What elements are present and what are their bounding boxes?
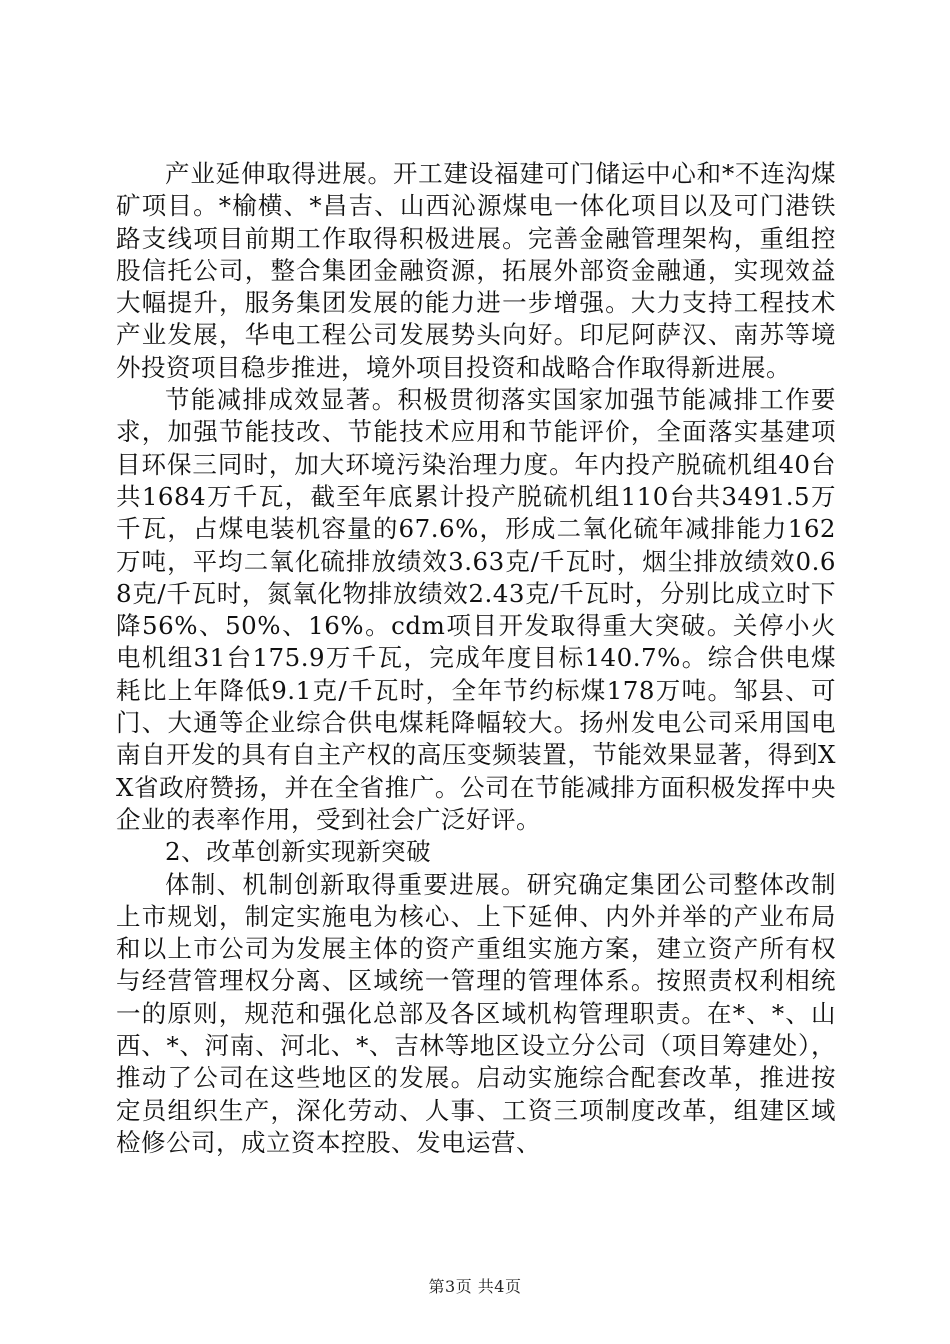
page-number-footer: 第3页 共4页 [428, 1277, 522, 1296]
paragraph-industry-extension: 产业延伸取得进展。开工建设福建可门储运中心和*不连沟煤矿项目。*榆横、*昌吉、山西沁源煤电一体化项目以及可门港铁路支线项目前期工作取得积极进展。完善金融管理架构，重组控股信托公司，整合集团金融资源，拓展外部资金融通，实现效益大幅提升，服务集团发展的能力进一步增强。大力支持工程技术产业发展，华电工程公司发展势头向好。印尼阿萨汉、南苏等境外投资项目稳步推进，境外项目投资和战略合作取得新进展。 [116, 159, 836, 382]
document-body [116, 158, 836, 1159]
paragraph-energy-saving: 节能减排成效显著。积极贯彻落实国家加强节能减排工作要求，加强节能技改、节能技术应用和节能评价，全面落实基建项目环保三同时，加大环境污染治理力度。年内投产脱硫机组40台共1684万千瓦，截至年底累计投产脱硫机组110台共3491.5万千瓦，占煤电装机容量的67.6%，形成二氧化硫年减排能力162万吨，平均二氧化硫排放绩效3.63克/千瓦时，烟尘排放绩效0.68克/千瓦时，氮氧化物排放绩效2.43克/千瓦时，分别比成立时下降56%、50%、16%。cdm项目开发取得重大突破。关停小火电机组31台175.9万千瓦，完成年度目标140.7%。综合供电煤耗比上年降低9.1克/千瓦时，全年节约标煤178万吨。邹县、可门、大通等企业综合供电煤耗降幅较大。扬州发电公司采用国电南自开发的具有自主产权的高压变频装置，节能效果显著，得到XX省政府赞扬，并在全省推广。公司在节能减排方面积极发挥中央企业的表率作用，受到社会广泛好评。 [116, 385, 836, 834]
paragraph-institutional-innovation: 体制、机制创新取得重要进展。研究确定集团公司整体改制上市规划，制定实施电为核心、上下延伸、内外并举的产业布局和以上市公司为发展主体的资产重组实施方案，建立资产所有权与经营管理权分离、区域统一管理的管理体系。按照责权利相统一的原则，规范和强化总部及各区域机构管理职责。在*、*、山西、*、河南、河北、*、吉林等地区设立分公司（项目筹建处），推动了公司在这些地区的发展。启动实施综合配套改革，推进按定员组织生产，深化劳动、人事、工资三项制度改革，组建区域检修公司，成立资本控股、发电运营、 [116, 869, 836, 1157]
section-heading-reform: 2、改革创新实现新突破 [165, 837, 432, 867]
